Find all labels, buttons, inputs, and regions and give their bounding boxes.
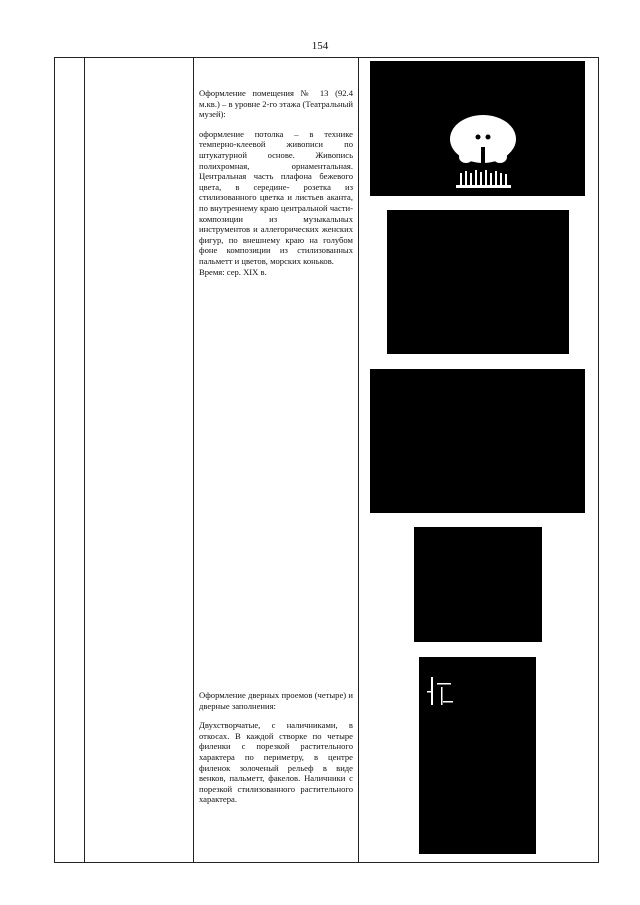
doors-heading: Оформление дверных проемов (четыре) и дверные заполнения:: [199, 690, 353, 711]
chandelier-image: [370, 61, 585, 196]
room-13-heading: Оформление помещения № 13 (92.4 м.кв.) – в уровне 2-го этажа (Театральный музей):: [199, 88, 353, 120]
door-photo: [419, 657, 536, 854]
ceiling-plafond-photo-3: [414, 527, 542, 642]
page-number: 154: [311, 40, 329, 52]
doors-description: Двухстворчатые, с наличниками, в откосах. В каждой створке по четыре филенки с порезкой растительного характера по периметру, в центре филенок золоченый рельеф в виде венков, пальметт, факелов. Наличники с порезкой стилизованного растительного характера.: [199, 720, 353, 805]
ceiling-chandelier-photo: [370, 61, 585, 196]
doors-description-cell: [199, 690, 353, 805]
column-divider-3: [358, 58, 359, 862]
room-13-description-cell: [199, 88, 353, 277]
ceiling-plafond-photo-2: [370, 369, 585, 513]
room-13-ceiling-description: оформление потолка – в технике темперно-клеевой живописи по штукатурной основе. Живопись полихромная, орнаментальная. Центральная часть плафона бежевого цвета, в середине- розетка из стилизованного цветка и листьев аканта, по внутреннему краю центральной части- композиции из музыкальных инструментов и аллегорических женских фигур, по внешнему краю на голубом фоне композиции из стилизованных пальметт и цветов, морских коньков.: [199, 128, 353, 266]
ceiling-plafond-photo-1: [387, 210, 569, 354]
column-divider-1: [84, 58, 85, 862]
room-13-time: Время: сер. XIX в.: [199, 266, 267, 277]
door-image: [419, 657, 536, 854]
column-divider-2: [193, 58, 194, 862]
